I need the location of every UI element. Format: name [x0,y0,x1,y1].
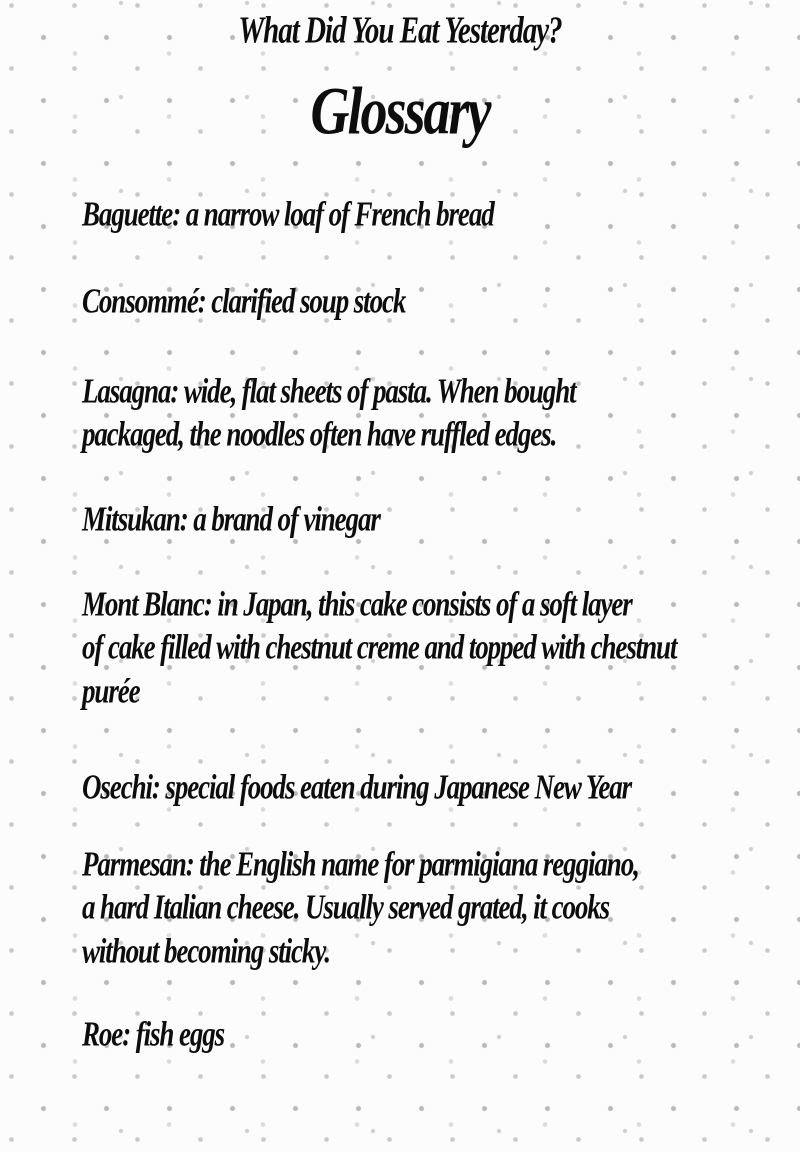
glossary-entry-line: Osechi: special foods eaten during Japanese New Year [82,767,632,807]
glossary-entry-mitsukan [82,498,380,541]
glossary-entry-line: without becoming sticky. [82,930,330,970]
glossary-entry-mont-blanc [82,583,676,713]
glossary-entry-parmesan [82,843,639,973]
glossary-entry-lasagna [82,370,576,457]
glossary-entry-consomme [82,280,405,323]
glossary-entry-line: of cake filled with chestnut creme and topped with chestnut [82,627,677,667]
glossary-entry-line: packaged, the noodles often have ruffled edges. [82,414,557,454]
glossary-entry-line: Lasagna: wide, flat sheets of pasta. When bought [82,371,576,411]
series-title: What Did You Eat Yesterday? [238,10,562,52]
glossary-entry-roe [82,1013,224,1056]
glossary-entry-line: Roe: fish eggs [82,1014,225,1054]
glossary-entry-osechi [82,766,631,809]
glossary-entry-line: Consommé: clarified soup stock [82,281,406,321]
page-title: Glossary [310,73,490,149]
glossary-entry-line: Mont Blanc: in Japan, this cake consists of a soft layer [82,584,632,624]
glossary-entry-line: Parmesan: the English name for parmigiana reggiano, [82,844,639,884]
glossary-entry-line: Mitsukan: a brand of vinegar [82,499,380,539]
glossary-entry-line: purée [82,670,140,710]
glossary-entry-line: a hard Italian cheese. Usually served grated, it cooks [82,887,610,927]
glossary-entry-line: Baguette: a narrow loaf of French bread [82,194,494,234]
glossary-entry-baguette [82,193,494,236]
